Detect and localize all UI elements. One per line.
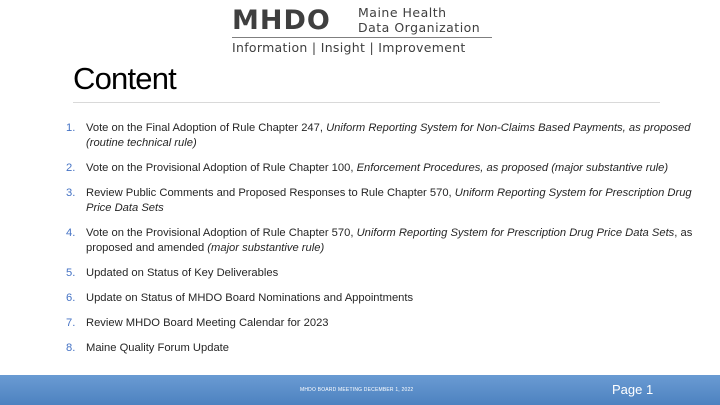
agenda-item-text: Vote on the Provisional Adoption of Rule Chapter 100, bbox=[86, 162, 357, 174]
agenda-item bbox=[60, 186, 715, 216]
agenda-item-text: Maine Quality Forum Update bbox=[86, 342, 230, 354]
agenda-item-number: 8. bbox=[66, 342, 76, 354]
agenda-item-text: Update on Status of MHDO Board Nominations and Appointments bbox=[86, 292, 414, 304]
logo-name-line-2: Data Organization bbox=[358, 20, 481, 35]
footer-bar bbox=[0, 375, 720, 405]
agenda-item-emphasis: Uniform Reporting System for Prescription Drug Price Data Sets bbox=[356, 227, 675, 239]
agenda-item-text: Updated on Status of Key Deliverables bbox=[86, 267, 279, 279]
agenda-item-emphasis: Enforcement Procedures, as proposed (major substantive rule) bbox=[356, 162, 669, 174]
agenda-item-emphasis-2: (major substantive rule) bbox=[207, 242, 325, 254]
agenda-item bbox=[60, 226, 715, 256]
agenda-item bbox=[60, 161, 715, 176]
agenda-item-number: 2. bbox=[66, 162, 76, 174]
agenda-item-number: 4. bbox=[66, 227, 76, 239]
slide-title: Content bbox=[73, 61, 176, 96]
agenda-item bbox=[60, 121, 715, 151]
agenda-item-number: 1. bbox=[66, 122, 76, 134]
page-number: Page 1 bbox=[612, 382, 654, 397]
agenda-item bbox=[60, 341, 715, 356]
logo-divider bbox=[232, 37, 492, 38]
agenda-item-emphasis: Uniform Reporting System for Prescription Drug Price Data Sets bbox=[86, 187, 692, 214]
agenda-item bbox=[60, 316, 715, 331]
logo-name-line-1: Maine Health bbox=[358, 5, 447, 20]
logo-mark: MHDO bbox=[232, 5, 331, 36]
agenda-item-text: Vote on the Provisional Adoption of Rule Chapter 570, bbox=[86, 227, 357, 239]
footer-meeting-label: MHDO BOARD MEETING DECEMBER 1, 2022 bbox=[300, 387, 414, 393]
agenda-item-number: 3. bbox=[66, 187, 76, 199]
agenda-list bbox=[60, 121, 715, 366]
logo-organization-name bbox=[358, 5, 480, 35]
agenda-item bbox=[60, 291, 715, 306]
mhdo-logo bbox=[230, 4, 494, 56]
agenda-item-text: Review MHDO Board Meeting Calendar for 2023 bbox=[86, 317, 329, 329]
agenda-item-text: Review Public Comments and Proposed Responses to Rule Chapter 570, bbox=[86, 187, 455, 199]
agenda-item bbox=[60, 266, 715, 281]
agenda-item-text: Vote on the Final Adoption of Rule Chapter 247, bbox=[86, 122, 327, 134]
agenda-item-tail: , as proposed and amended bbox=[86, 227, 693, 254]
agenda-item-number: 6. bbox=[66, 292, 76, 304]
agenda-item-emphasis: Uniform Reporting System for Non-Claims Based Payments, as proposed (routine technical rule) bbox=[86, 122, 691, 149]
agenda-item-number: 5. bbox=[66, 267, 76, 279]
title-divider bbox=[73, 102, 660, 103]
agenda-item-number: 7. bbox=[66, 317, 76, 329]
logo-tagline: Information | Insight | Improvement bbox=[232, 40, 466, 55]
